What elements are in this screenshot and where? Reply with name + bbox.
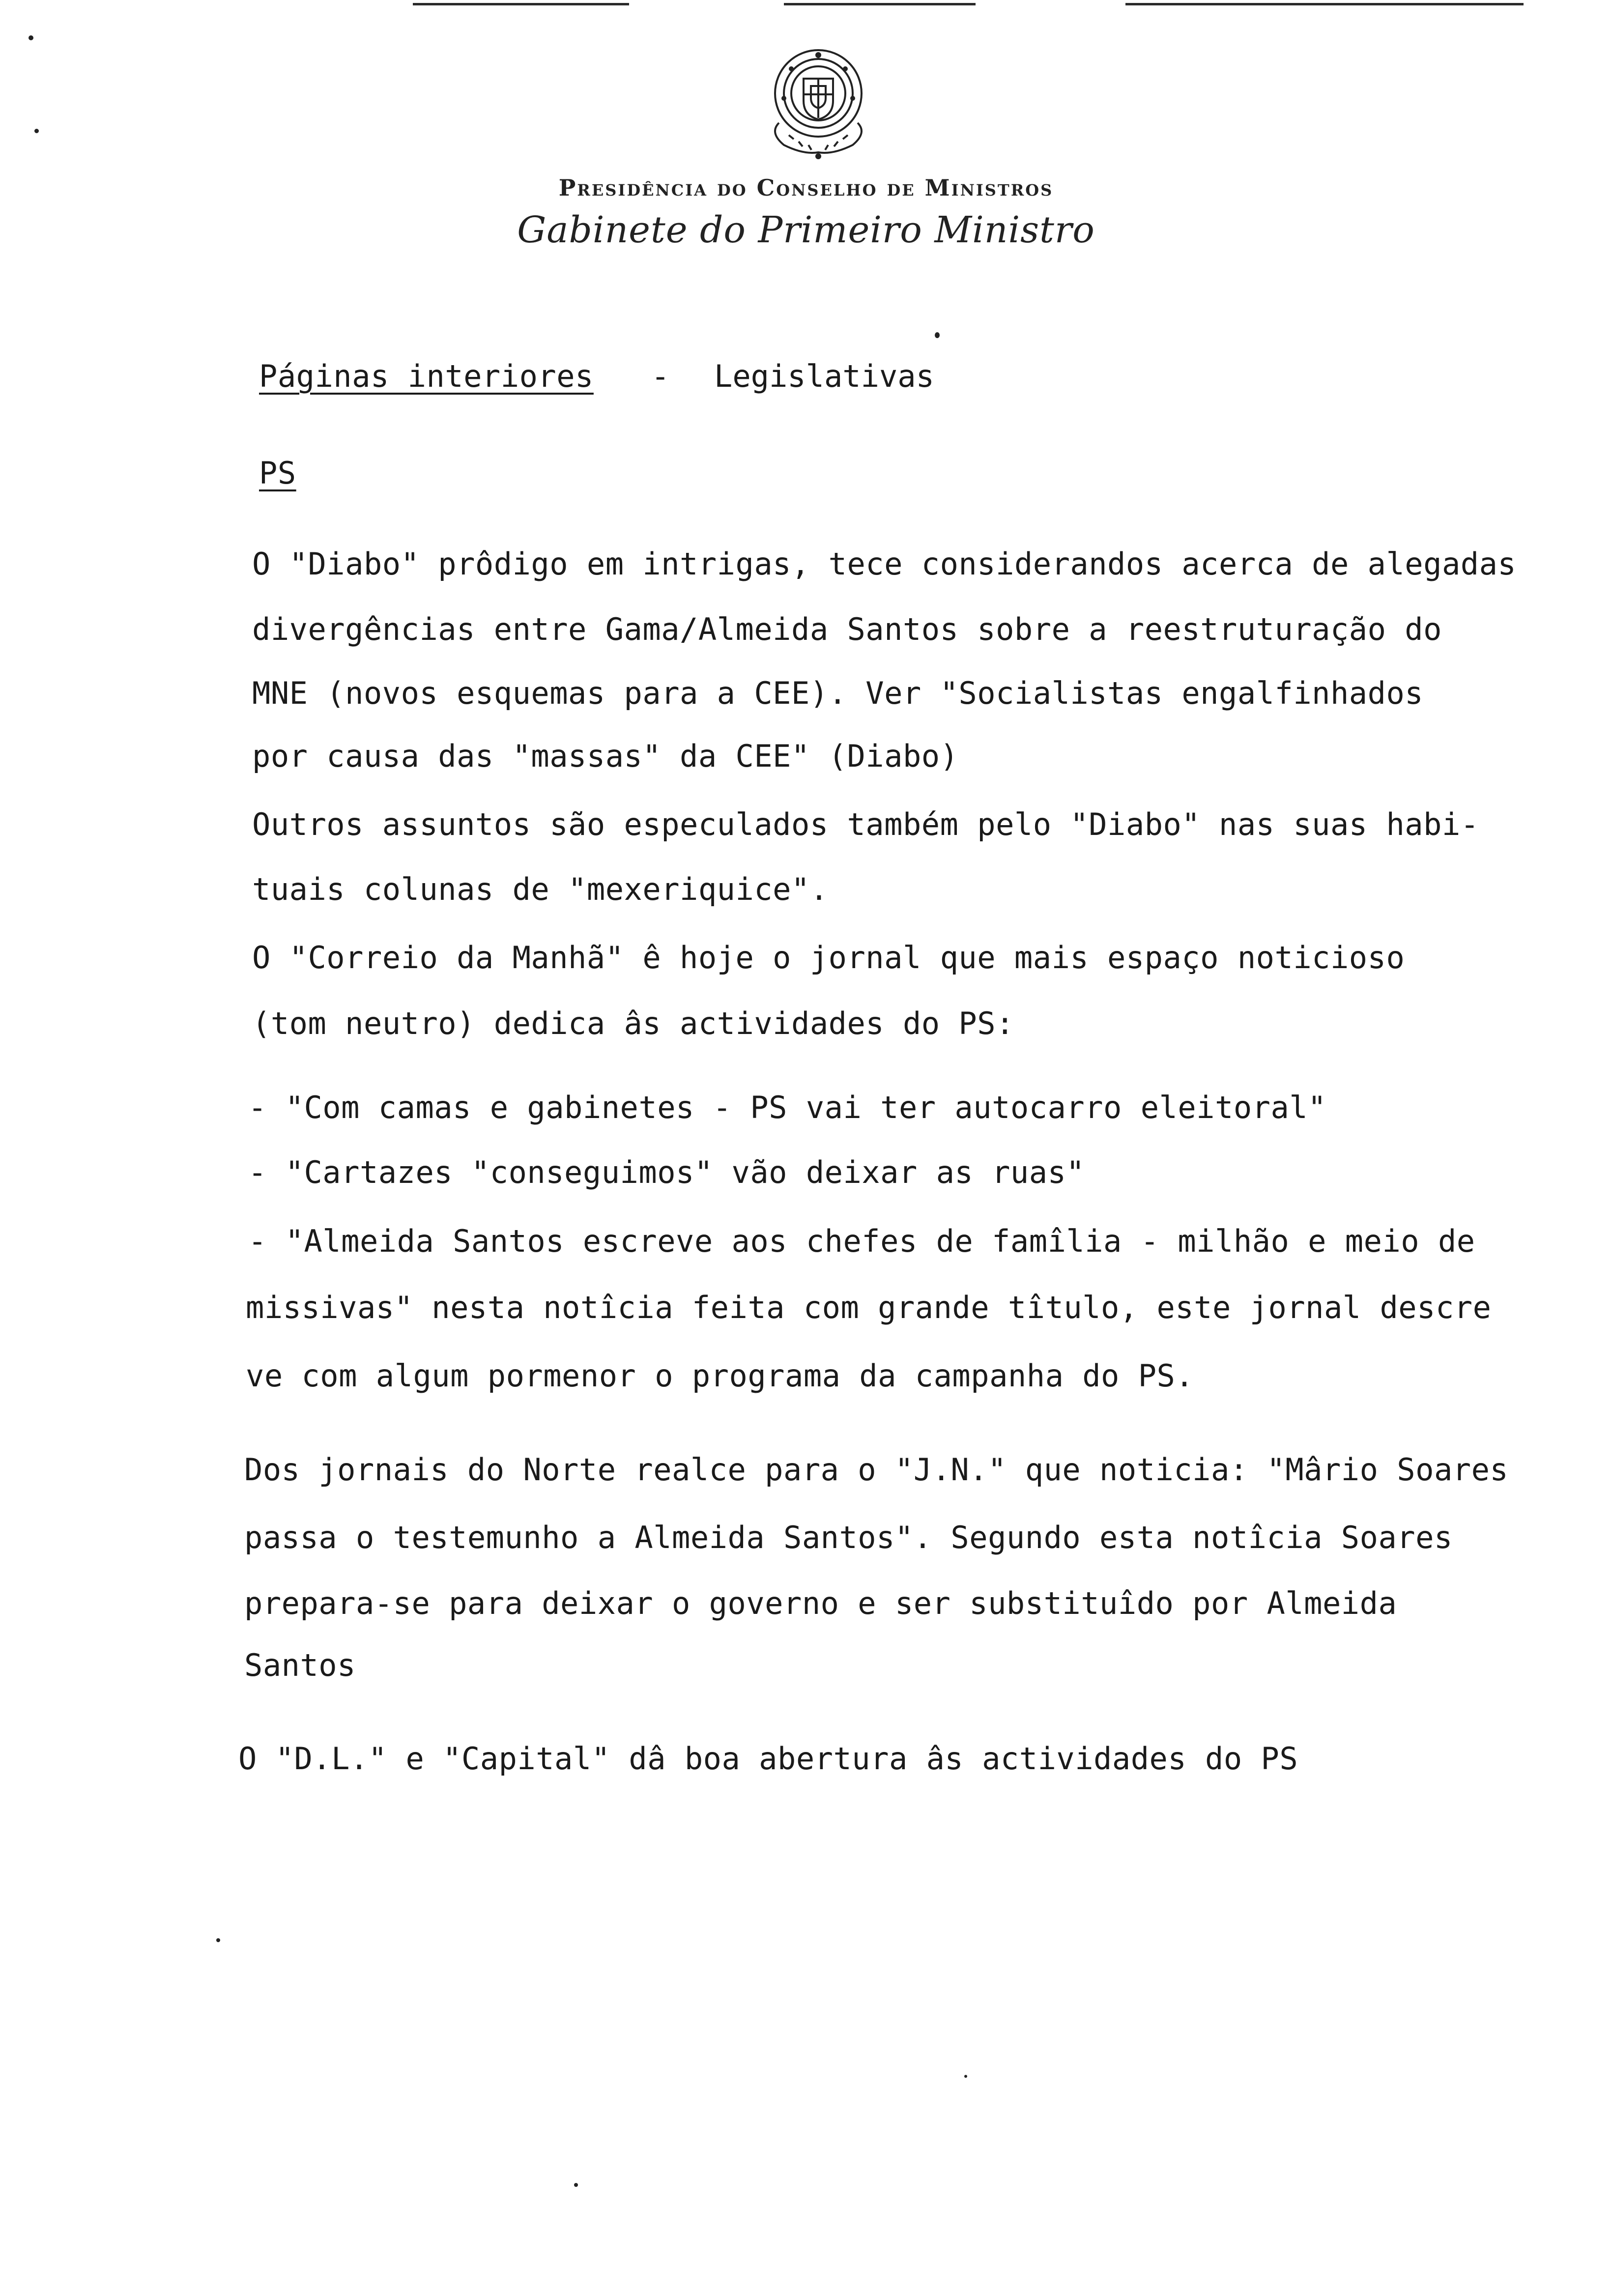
body-line: MNE (novos esquemas para a CEE). Ver "Socialistas engalfinhados	[252, 675, 1424, 711]
body-line: passa o testemunho a Almeida Santos". Segundo esta notîcia Soares	[244, 1520, 1453, 1555]
office-subtitle: Gabinete do Primeiro Ministro	[517, 209, 1095, 251]
list-item: - "Com camas e gabinetes - PS vai ter autocarro eleitoral"	[248, 1090, 1326, 1125]
heading-right: Legislativas	[714, 358, 934, 394]
coat-of-arms-emblem	[759, 39, 877, 167]
body-line: O "Diabo" prôdigo em intrigas, tece considerandos acerca de alegadas	[252, 546, 1517, 582]
body-line: ve com algum pormenor o programa da campanha do PS.	[246, 1358, 1194, 1394]
body-line: Dos jornais do Norte realce para o "J.N." que noticia: "Mârio Soares	[244, 1452, 1509, 1488]
scan-speck	[574, 2183, 578, 2187]
body-line: O "D.L." e "Capital" dâ boa abertura âs actividades do PS	[238, 1741, 1298, 1777]
top-rule	[784, 3, 976, 5]
body-line: por causa das "massas" da CEE" (Diabo)	[252, 738, 959, 774]
body-line: tuais colunas de "mexeriquice".	[252, 871, 829, 907]
body-line: missivas" nesta notîcia feita com grande tîtulo, este jornal descre	[246, 1290, 1492, 1325]
section-title: PS	[259, 455, 296, 491]
heading-dash: -	[651, 358, 670, 394]
body-line: prepara-se para deixar o governo e ser substituîdo por Almeida	[244, 1585, 1397, 1621]
scan-speck	[216, 1938, 220, 1942]
list-item: - "Cartazes "conseguimos" vão deixar as ruas"	[248, 1154, 1085, 1190]
scan-speck	[34, 129, 39, 133]
body-line: divergências entre Gama/Almeida Santos sobre a reestruturação do	[252, 611, 1442, 647]
body-line: Santos	[244, 1647, 356, 1683]
body-line: (tom neutro) dedica âs actividades do PS:	[252, 1005, 1014, 1041]
office-name: Presidência do Conselho de Ministros	[558, 174, 1054, 201]
top-rule	[1125, 3, 1524, 5]
scan-speck	[935, 332, 940, 338]
heading-left: Páginas interiores	[259, 358, 594, 394]
top-rule	[413, 3, 629, 5]
scan-speck	[29, 35, 33, 40]
body-line: Outros assuntos são especulados também pelo "Diabo" nas suas habi-	[252, 806, 1479, 842]
body-line: O "Correio da Manhã" ê hoje o jornal que mais espaço noticioso	[252, 940, 1405, 976]
list-item: - "Almeida Santos escreve aos chefes de famîlia - milhão e meio de	[248, 1223, 1475, 1259]
scan-speck	[964, 2075, 967, 2078]
